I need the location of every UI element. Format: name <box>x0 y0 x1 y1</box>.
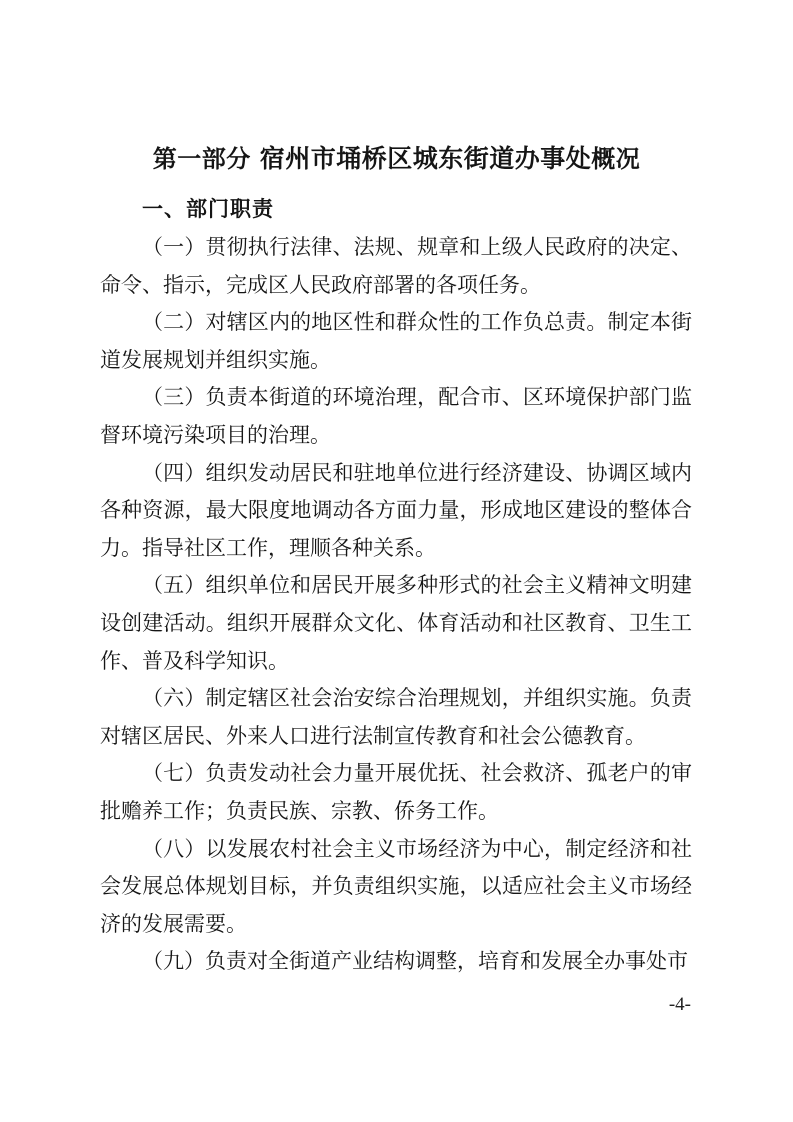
section-heading: 一、部门职责 <box>142 198 274 221</box>
paragraph: （八）以发展农村社会主义市场经济为中心，制定经济和社会发展总体规划目标，并负责组织实施，以适应社会主义市场经济的发展需要。 <box>100 836 692 936</box>
paragraph: （一）贯彻执行法律、法规、规章和上级人民政府的决定、命令、指示，完成区人民政府部署的各项任务。 <box>100 235 692 297</box>
paragraph: （三）负责本街道的环境治理，配合市、区环境保护部门监督环境污染项目的治理。 <box>100 385 692 447</box>
document-title <box>0 141 793 178</box>
title-department-name: 宿州市埇桥区城东街道办事处 <box>259 145 592 173</box>
paragraph: （四）组织发动居民和驻地单位进行经济建设、协调区域内各种资源，最大限度地调动各方面力量，形成地区建设的整体合力。指导社区工作，理顺各种关系。 <box>100 460 692 560</box>
paragraph: （九）负责对全街道产业结构调整，培育和发展全办事处市 <box>142 949 688 974</box>
paragraph-list <box>100 229 692 981</box>
paragraph: （二）对辖区内的地区性和群众性的工作负总责。制定本街道发展规划并组织实施。 <box>100 310 692 372</box>
title-suffix: 概况 <box>591 146 641 173</box>
title-part-label: 第一部分 <box>152 146 251 173</box>
page-number: -4- <box>668 994 691 1015</box>
paragraph: （五）组织单位和居民开展多种形式的社会主义精神文明建设创建活动。组织开展群众文化、体育活动和社区教育、卫生工作、普及科学知识。 <box>100 573 692 673</box>
paragraph: （六）制定辖区社会治安综合治理规划，并组织实施。负责对辖区居民、外来人口进行法制宣传教育和社会公德教育。 <box>100 686 692 748</box>
paragraph: （七）负责发动社会力量开展优抚、社会救济、孤老户的审批赡养工作；负责民族、宗教、侨务工作。 <box>100 761 692 823</box>
